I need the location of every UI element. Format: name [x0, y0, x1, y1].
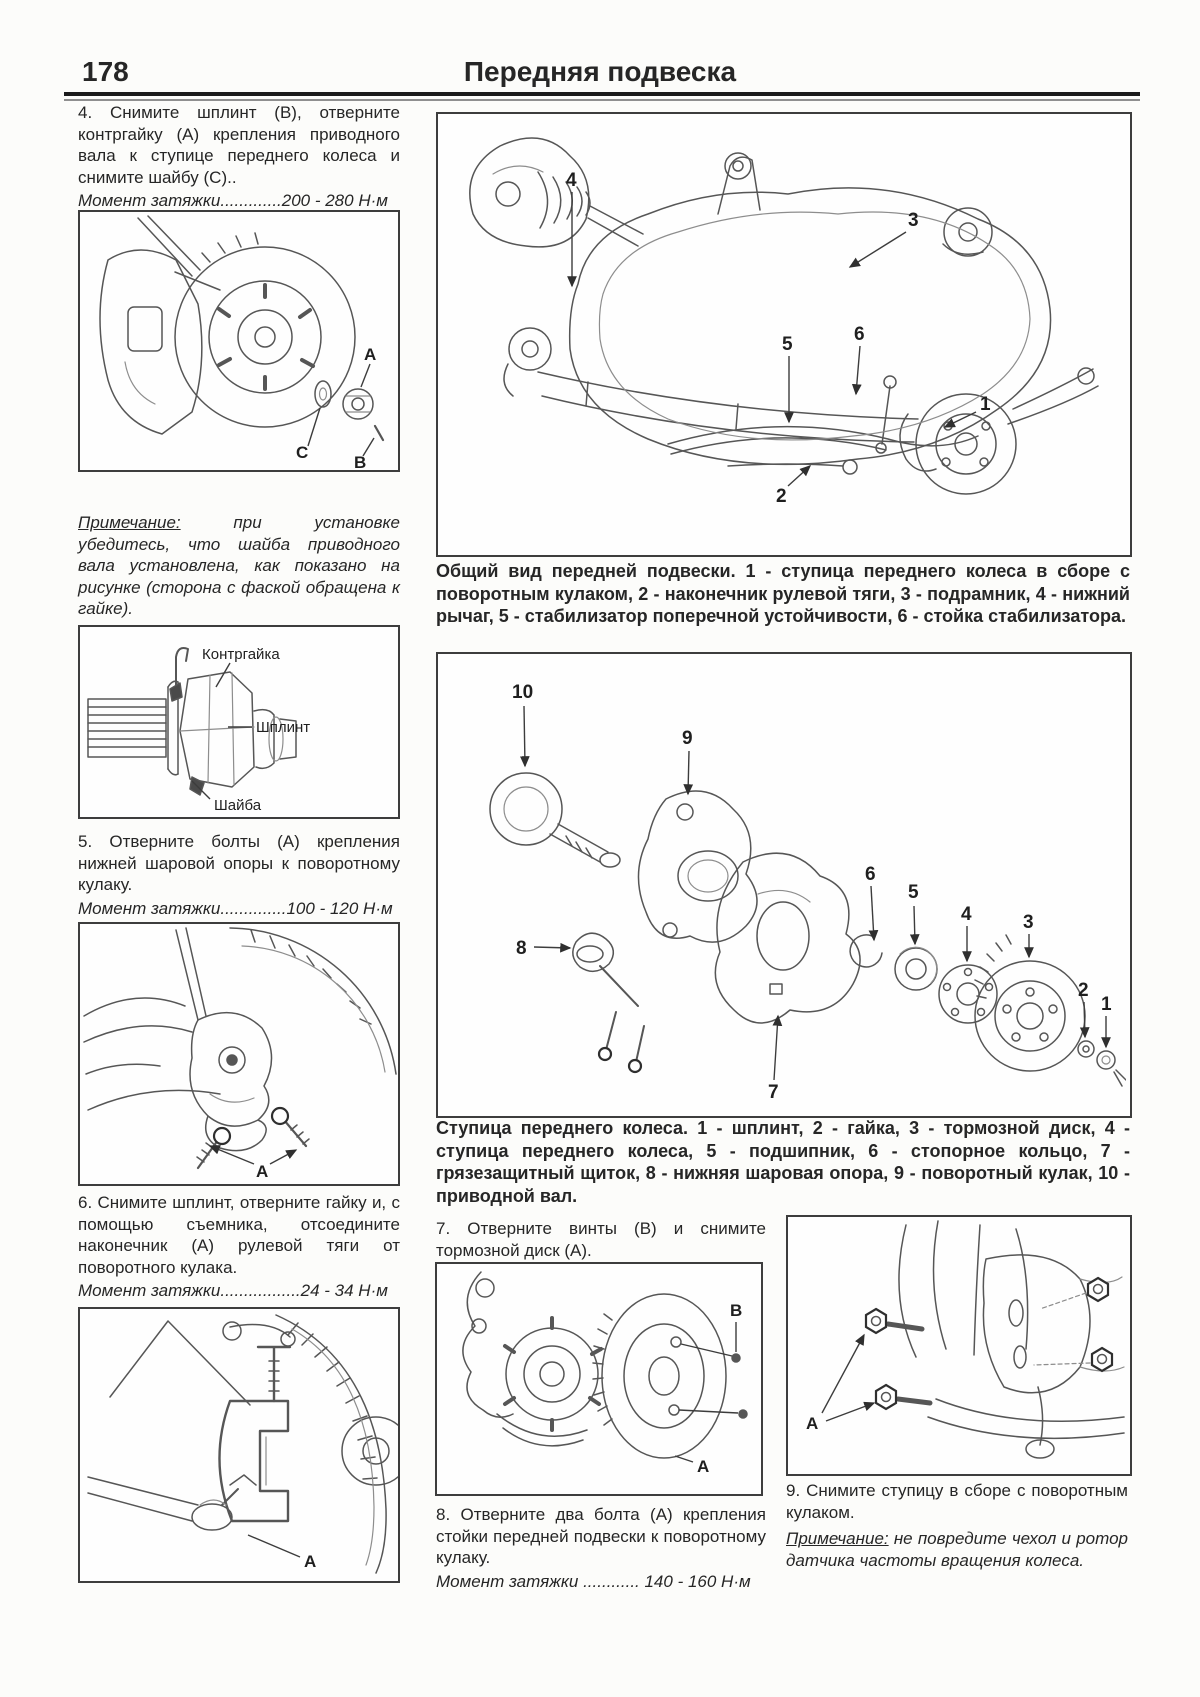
- label-c: C: [296, 443, 309, 462]
- step-5-block: [78, 831, 400, 919]
- figure-disc-removal: [435, 1262, 763, 1496]
- caption-hub-block: [436, 1117, 1130, 1207]
- step-5-text: 5. Отверните болты (A) крепления нижней шаровой опоры к поворотному кулаку.: [78, 832, 400, 894]
- figure-balljoint-bolts: [78, 922, 400, 1186]
- label-cotter-pin: Шплинт: [256, 719, 311, 736]
- step-7-block: [436, 1218, 766, 1261]
- label-9: 9: [682, 728, 693, 749]
- label-1: 1: [1101, 994, 1112, 1015]
- label-washer: Шайба: [214, 797, 262, 814]
- note-2-body: не повредите чехол и ротор датчика частоты вращения колеса.: [786, 1529, 1128, 1570]
- step-9-text: 9. Снимите ступицу в сборе с поворотным кулаком.: [786, 1481, 1128, 1522]
- step-4-text: 4. Снимите шплинт (B), отверните контргайку (A) крепления приводного вала к ступице переднего колеса и снимите шайбу (C)..: [78, 103, 400, 187]
- step-6-torque: Момент затяжки.................24 - 34 Н·м: [78, 1281, 388, 1300]
- figure-hub-exploded: [436, 652, 1132, 1118]
- label-b: B: [730, 1301, 743, 1320]
- note-1-body: при установке убедитесь, что шайба приводного вала установлена, как показано на рисунке (сторона с фаской обращена к гайке).: [78, 513, 400, 618]
- caption-overview-block: [436, 560, 1130, 628]
- label-3: 3: [908, 210, 919, 231]
- figure-tierod-puller: [78, 1307, 400, 1583]
- note-2-text: [786, 1528, 1128, 1571]
- label-a: A: [806, 1414, 819, 1433]
- note-1-text: [78, 512, 400, 620]
- note-2-label: Примечание:: [786, 1529, 889, 1548]
- step-4-block: [78, 102, 400, 211]
- caption-overview: Общий вид передней подвески. 1 - ступица переднего колеса в сборе с поворотным кулаком, 2 - наконечник рулевой тяги, 3 - подрамник, 4 - нижний рычаг, 5 - стабилизатор поперечной устойчивости, 6 - стойка стабилизатора.: [436, 561, 1130, 626]
- label-4: 4: [566, 170, 577, 191]
- strut-bolts-drawing: [788, 1217, 1126, 1470]
- page-number: 178: [82, 56, 129, 87]
- label-8: 8: [516, 938, 527, 959]
- step-4-torque: Момент затяжки.............200 - 280 Н·м: [78, 191, 388, 210]
- label-7: 7: [768, 1082, 779, 1103]
- label-2: 2: [776, 486, 787, 507]
- label-5: 5: [908, 882, 919, 903]
- step-6-text: 6. Снимите шплинт, отверните гайку и, с помощью съемника, отсоедините наконечник (A) рулевой тяги от поворотного кулака.: [78, 1193, 400, 1277]
- figure-locknut-detail: [78, 625, 400, 819]
- label-5: 5: [782, 334, 793, 355]
- disc-removal-drawing: [437, 1264, 757, 1490]
- locknut-drawing: [80, 627, 398, 817]
- label-6: 6: [865, 864, 876, 885]
- step-6-block: [78, 1192, 400, 1301]
- label-b: B: [354, 453, 367, 470]
- header-rule: [64, 92, 1140, 96]
- label-a: A: [304, 1552, 317, 1571]
- figure-suspension-overview: [436, 112, 1132, 557]
- note-1-block: [78, 512, 400, 620]
- step-7-text: 7. Отверните винты (B) и снимите тормозной диск (A).: [436, 1219, 766, 1260]
- label-6: 6: [854, 324, 865, 345]
- step-9-block: [786, 1480, 1128, 1571]
- label-1: 1: [980, 394, 991, 415]
- caption-hub: Ступица переднего колеса. 1 - шплинт, 2 - гайка, 3 - тормозной диск, 4 - ступица переднего колеса, 5 - подшипник, 6 - стопорное кольцо, 7 - грязезащитный щиток, 8 - нижняя шаровая опора, 9 - поворотный кулак, 10 - приводной вал.: [436, 1118, 1130, 1206]
- step-8-torque: Момент затяжки ............ 140 - 160 Н·м: [436, 1571, 751, 1591]
- figure-strut-bolts: [786, 1215, 1132, 1476]
- step-8-text: 8. Отверните два болта (A) крепления стойки передней подвески к поворотному кулаку.: [436, 1505, 766, 1567]
- balljoint-drawing: [80, 924, 398, 1180]
- step-8-block: [436, 1504, 766, 1592]
- label-a: A: [256, 1162, 269, 1180]
- figure-hub-nut-removal: [78, 210, 400, 472]
- hub-exploded-drawing: [438, 654, 1126, 1112]
- step-5-torque: Момент затяжки..............100 - 120 Н·м: [78, 898, 393, 918]
- label-a: A: [697, 1457, 710, 1476]
- page-title: Передняя подвеска: [463, 56, 737, 87]
- label-a: A: [364, 345, 377, 364]
- label-4: 4: [961, 904, 972, 925]
- label-3: 3: [1023, 912, 1034, 933]
- puller-drawing: [80, 1309, 398, 1577]
- label-2: 2: [1078, 980, 1089, 1001]
- label-locknut: Контргайка: [202, 646, 280, 663]
- label-10: 10: [512, 682, 534, 703]
- suspension-overview-drawing: [438, 114, 1126, 551]
- brake-hub-drawing: [80, 212, 398, 470]
- header-rule-shadow: [64, 99, 1140, 101]
- note-1-label: Примечание:: [78, 513, 181, 532]
